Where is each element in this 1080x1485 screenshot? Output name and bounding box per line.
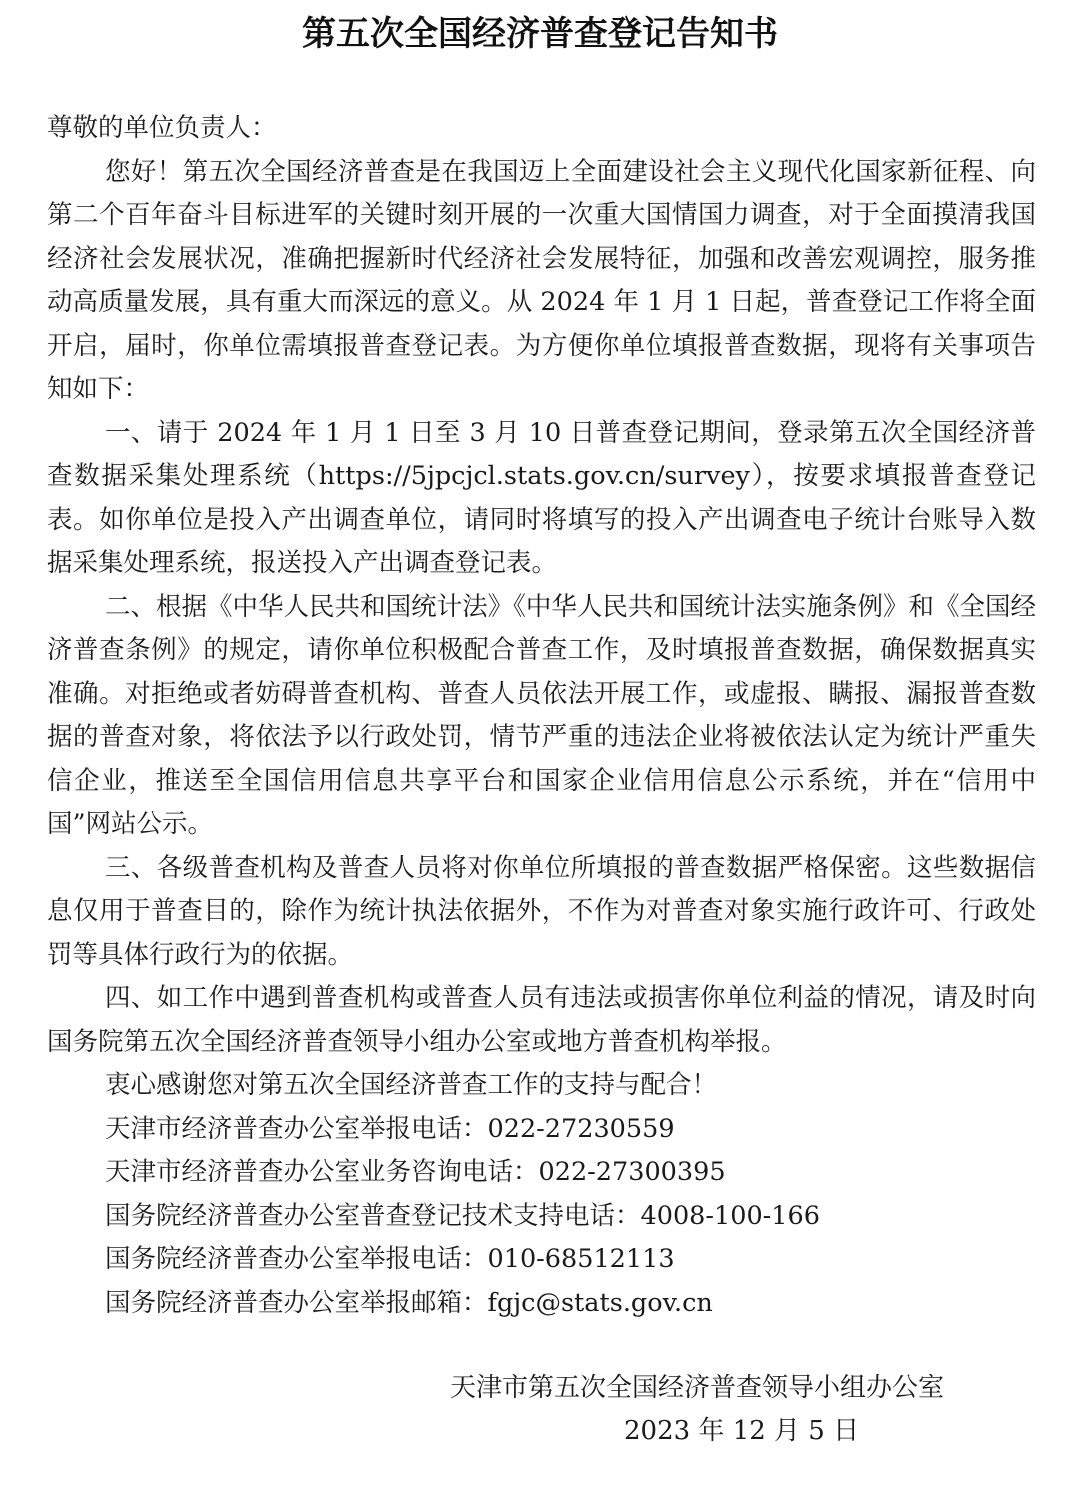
contact-line: 天津市经济普查办公室业务咨询电话：022-27300395 <box>105 1157 726 1187</box>
signature-organization: 天津市第五次全国经济普查领导小组办公室 <box>450 1373 945 1403</box>
contact-line: 国务院经济普查办公室普查登记技术支持电话：4008-100-166 <box>105 1200 820 1231</box>
paragraph-item-2: 二、根据《中华人民共和国统计法》《中华人民共和国统计法实施条例》和《全国经济普查条例》的规定，请你单位积极配合普查工作，及时填报普查数据，确保数据真实准确。对拒绝或者妨碍普查机构、普查人员依法开展工作，或虚报、瞒报、漏报普查数据的普查对象，将依法予以行政处罚，情节严重的违法企业将被依法认定为统计严重失信企业，推送至全国信用信息共享平台和国家企业信用信息公示系统，并在“信用中国”网站公示。 <box>47 591 1036 839</box>
thanks-line: 衷心感谢您对第五次全国经济普查工作的支持与配合！ <box>105 1070 718 1100</box>
contact-line: 天津市经济普查办公室举报电话：022-27230559 <box>105 1113 675 1144</box>
paragraph-item-1: 一、请于 2024 年 1 月 1 日至 3 月 10 日普查登记期间，登录第五次全国经济普查数据采集处理系统（https://5jpcjcl.stats.gov.cn/survey），按要求填报普查登记表。如你单位是投入产出调查单位，请同时将填写的投入产出调查电子统计台账导入数据采集处理系统，报送投入产出调查登记表。 <box>47 417 1036 578</box>
contact-line: 国务院经济普查办公室举报电话：010-68512113 <box>105 1244 675 1274</box>
salutation: 尊敬的单位负责人： <box>47 113 277 143</box>
paragraph-intro: 您好！第五次全国经济普查是在我国迈上全面建设社会主义现代化国家新征程、向第二个百年奋斗目标进军的关键时刻开展的一次重大国情国力调查，对于全面摸清我国经济社会发展状况，准确把握新时代经济社会发展特征，加强和改善宏观调控，服务推动高质量发展，具有重大而深远的意义。从 2024 年 1 月 1 日起，普查登记工作将全面开启，届时，你单位需填报普查登记表。为方便你单位填报普查数据，现将有关事项告知如下： <box>47 156 1036 404</box>
signature-date: 2023 年 12 月 5 日 <box>624 1416 860 1446</box>
paragraph-item-4: 四、如工作中遇到普查机构或普查人员有违法或损害你单位利益的情况，请及时向国务院第五次全国经济普查领导小组办公室或地方普查机构举报。 <box>47 983 1036 1057</box>
document-title: 第五次全国经济普查登记告知书 <box>302 14 778 54</box>
paragraph-item-3: 三、各级普查机构及普查人员将对你单位所填报的普查数据严格保密。这些数据信息仅用于普查目的，除作为统计执法依据外，不作为对普查对象实施行政许可、行政处罚等具体行政行为的依据。 <box>47 852 1036 970</box>
contact-email-line: 国务院经济普查办公室举报邮箱：fgjc@stats.gov.cn <box>105 1287 713 1318</box>
document-body <box>47 107 1036 1325</box>
